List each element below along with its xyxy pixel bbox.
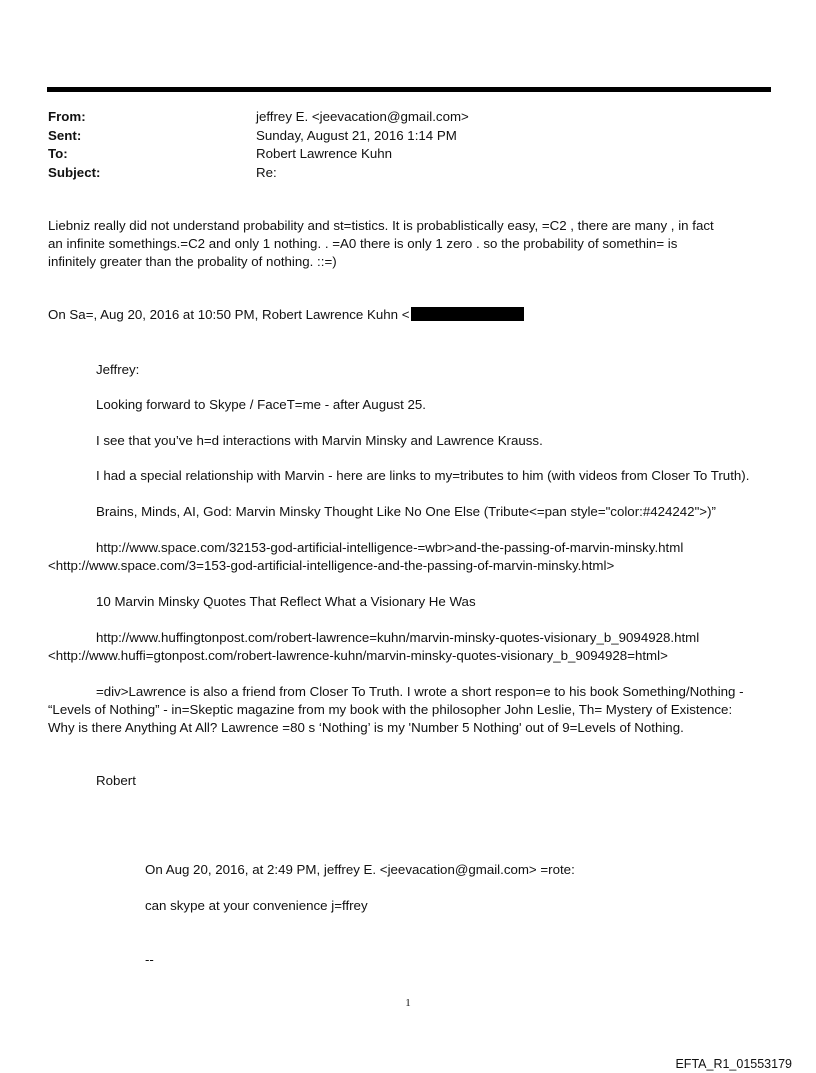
to-label: To:	[48, 146, 68, 161]
nested-message: can skype at your convenience j=ffrey	[145, 898, 368, 913]
paragraph-skype: Looking forward to Skype / FaceT=me - after August 25.	[96, 397, 427, 412]
to-value: Robert Lawrence Kuhn	[256, 146, 393, 161]
paragraph-tributes: I had a special relationship with Marvin - here are links to my=tributes to him (with videos from Closer To Truth).	[96, 468, 750, 483]
to-row	[48, 145, 469, 164]
document-id: EFTA_R1_01553179	[675, 1057, 792, 1071]
header-rule	[47, 87, 771, 92]
subject-value: Re:	[256, 164, 277, 180]
from-row	[48, 108, 469, 127]
sent-label: Sent:	[48, 127, 82, 143]
link1-line1[interactable]: http://www.space.com/32153-god-artificial-intelligence-=wbr>and-the-passing-of-marvin-minsky.html	[96, 540, 684, 555]
subject-label: Subject:	[48, 164, 101, 180]
reply-line: Liebniz really did not understand probability and st=tistics. It is probablistically easy, =C2 , there are many , in fact	[48, 218, 714, 233]
link1-line2[interactable]: <http://www.space.com/3=153-god-artificial-intelligence-and-the-passing-of-marvin-minsky.html>	[48, 558, 615, 573]
reply-line: an infinite somethings.=C2 and only 1 nothing. . =A0 there is only 1 zero . so the probability of somethin= is	[48, 236, 678, 251]
paragraph-line: =div>Lawrence is also a friend from Closer To Truth. I wrote a short respon=e to his book Something/Nothing -	[96, 684, 744, 699]
quote-intro-line	[48, 306, 524, 324]
nested-signature: --	[145, 952, 154, 967]
email-header	[48, 108, 469, 182]
sent-row	[48, 127, 469, 146]
link2-line1[interactable]: http://www.huffingtonpost.com/robert-lawrence=kuhn/marvin-minsky-quotes-visionary_b_9094928.html	[96, 630, 700, 645]
paragraph-lawrence	[48, 683, 744, 737]
from-label: From:	[48, 109, 86, 124]
paragraph-line: “Levels of Nothing” - in=Skeptic magazine from my book with the philosopher John Leslie, Th= Mystery of Existence:	[48, 702, 733, 717]
from-value: jeffrey E. <jeevacation@gmail.com>	[256, 109, 469, 124]
nested-quote-intro: On Aug 20, 2016, at 2:49 PM, jeffrey E. <jeevacation@gmail.com> =rote:	[145, 862, 575, 877]
reply-line: infinitely greater than the probality of nothing. ::=)	[48, 254, 337, 269]
redaction-box	[411, 307, 524, 321]
page-number: 1	[405, 997, 411, 1009]
subject-row	[48, 164, 469, 183]
greeting: Jeffrey:	[96, 362, 140, 377]
paragraph-interactions: I see that you’ve h=d interactions with Marvin Minsky and Lawrence Krauss.	[96, 433, 543, 448]
paragraph-line: Why is there Anything At All? Lawrence =80 s ‘Nothing’ is my 'Number 5 Nothing' out of 9=Levels of Nothing.	[48, 720, 684, 735]
paragraph-quotes-title: 10 Marvin Minsky Quotes That Reflect What a Visionary He Was	[96, 594, 476, 609]
reply-paragraph	[48, 217, 714, 271]
paragraph-article-title: Brains, Minds, AI, God: Marvin Minsky Thought Like No One Else (Tribute<=pan style="color:#424242">)”	[96, 504, 716, 519]
link2-line2[interactable]: <http://www.huffi=gtonpost.com/robert-lawrence-kuhn/marvin-minsky-quotes-visionary_b_9094928=html>	[48, 648, 668, 663]
sent-value: Sunday, August 21, 2016 1:14 PM	[256, 127, 457, 143]
quote-intro: On Sa=, Aug 20, 2016 at 10:50 PM, Robert Lawrence Kuhn <	[48, 307, 410, 322]
signature: Robert	[96, 773, 136, 788]
